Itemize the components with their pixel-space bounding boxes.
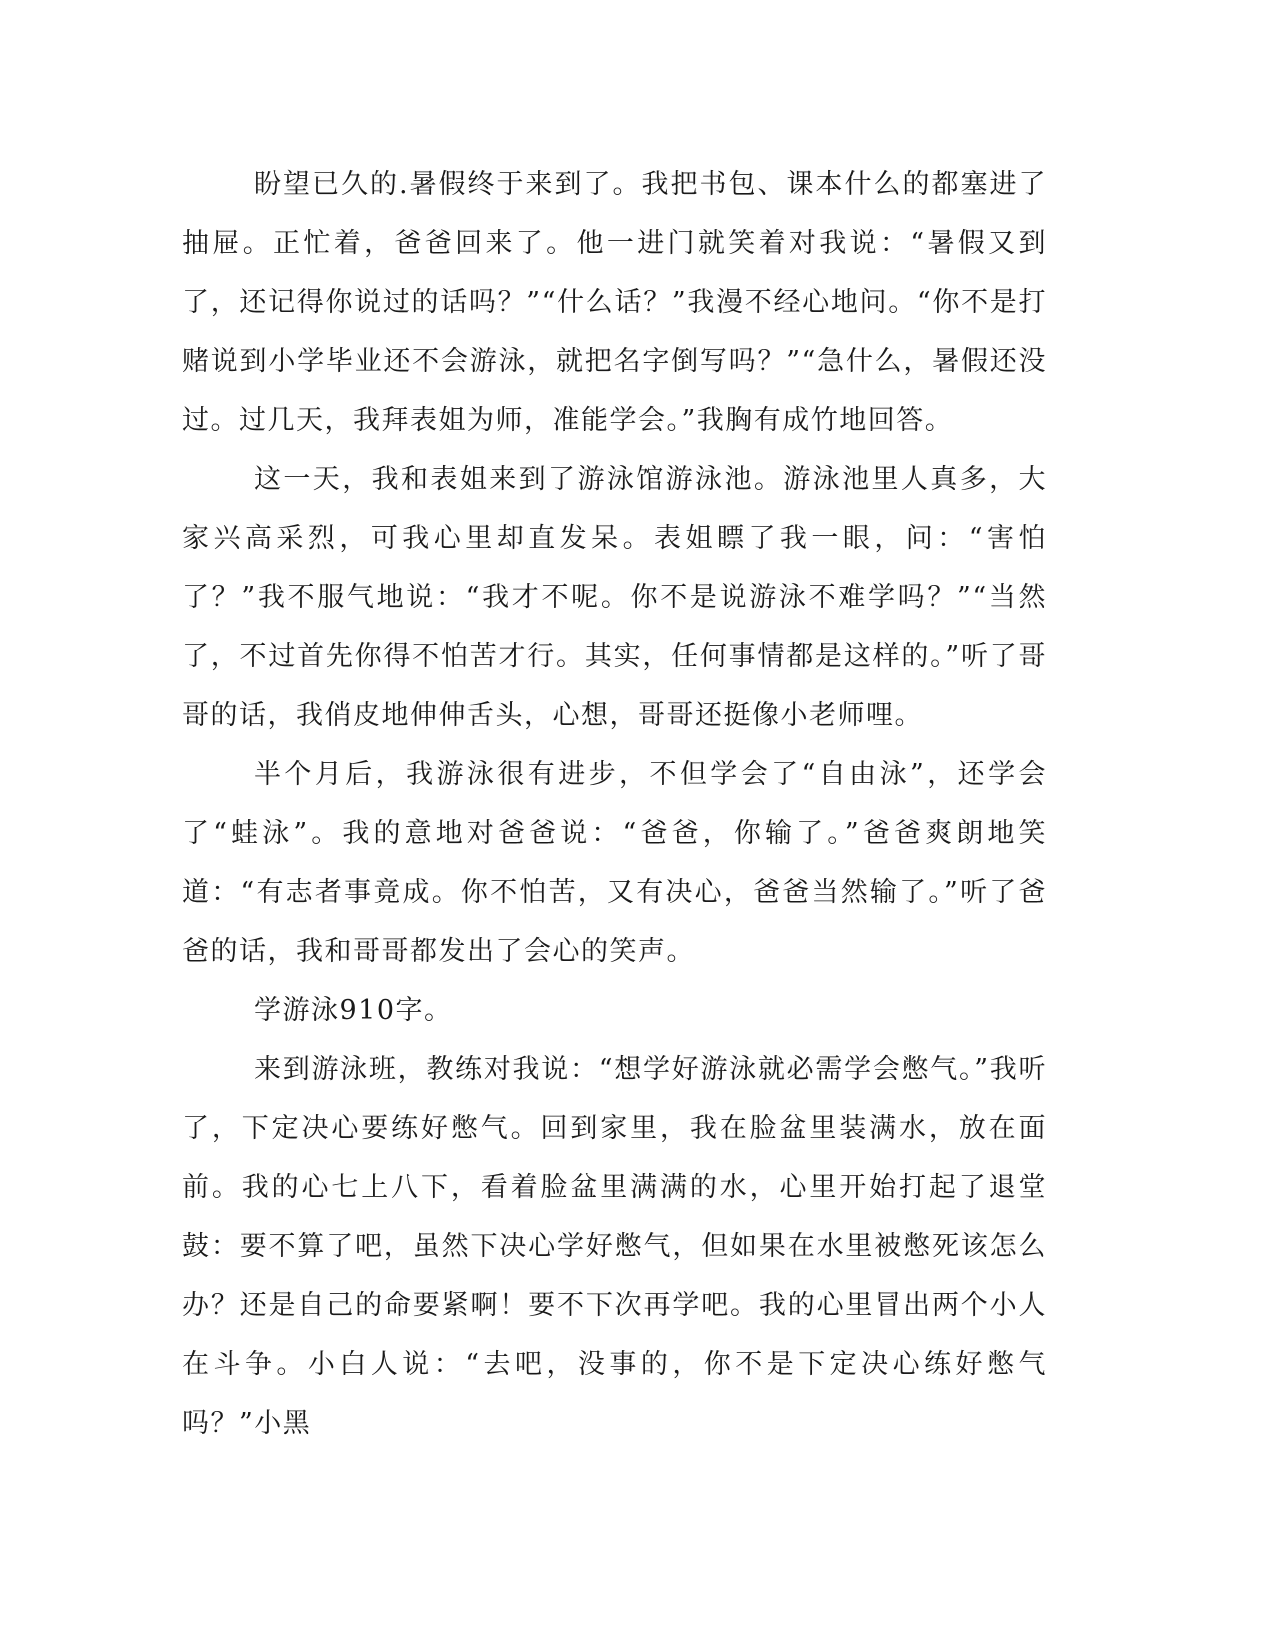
paragraph-4: 学游泳910字。 [254, 995, 453, 1026]
document-body [182, 155, 1047, 1453]
paragraph-2: 这一天，我和表姐来到了游泳馆游泳池。游泳池里人真多，大家兴高采烈，可我心里却直发呆。表姐瞟了我一眼，问：“害怕了？”我不服气地说：“我才不呢。你不是说游泳不难学吗？”“当然了，不过首先你得不怕苦才行。其实，任何事情都是这样的。”听了哥哥的话，我俏皮地伸伸舌头，心想，哥哥还挺像小老师哩。 [182, 464, 1047, 731]
paragraph-5: 来到游泳班，教练对我说：“想学好游泳就必需学会憋气。”我听了，下定决心要练好憋气。回到家里，我在脸盆里装满水，放在面前。我的心七上八下，看着脸盆里满满的水，心里开始打起了退堂鼓：要不算了吧，虽然下决心学好憋气，但如果在水里被憋死该怎么办？还是自己的命要紧啊！要不下次再学吧。我的心里冒出两个小人在斗争。小白人说：“去吧，没事的，你不是下定决心练好憋气吗？”小黑 [182, 1054, 1047, 1439]
paragraph-3: 半个月后，我游泳很有进步，不但学会了“自由泳”，还学会了“蛙泳”。我的意地对爸爸说：“爸爸，你输了。”爸爸爽朗地笑道：“有志者事竟成。你不怕苦，又有决心，爸爸当然输了。”听了爸爸的话，我和哥哥都发出了会心的笑声。 [182, 759, 1047, 967]
paragraph-1: 盼望已久的.暑假终于来到了。我把书包、课本什么的都塞进了抽屉。正忙着，爸爸回来了。他一进门就笑着对我说：“暑假又到了，还记得你说过的话吗？”“什么话？”我漫不经心地问。“你不是打赌说到小学毕业还不会游泳，就把名字倒写吗？”“急什么，暑假还没过。过几天，我拜表姐为师，准能学会。”我胸有成竹地回答。 [182, 169, 1047, 436]
